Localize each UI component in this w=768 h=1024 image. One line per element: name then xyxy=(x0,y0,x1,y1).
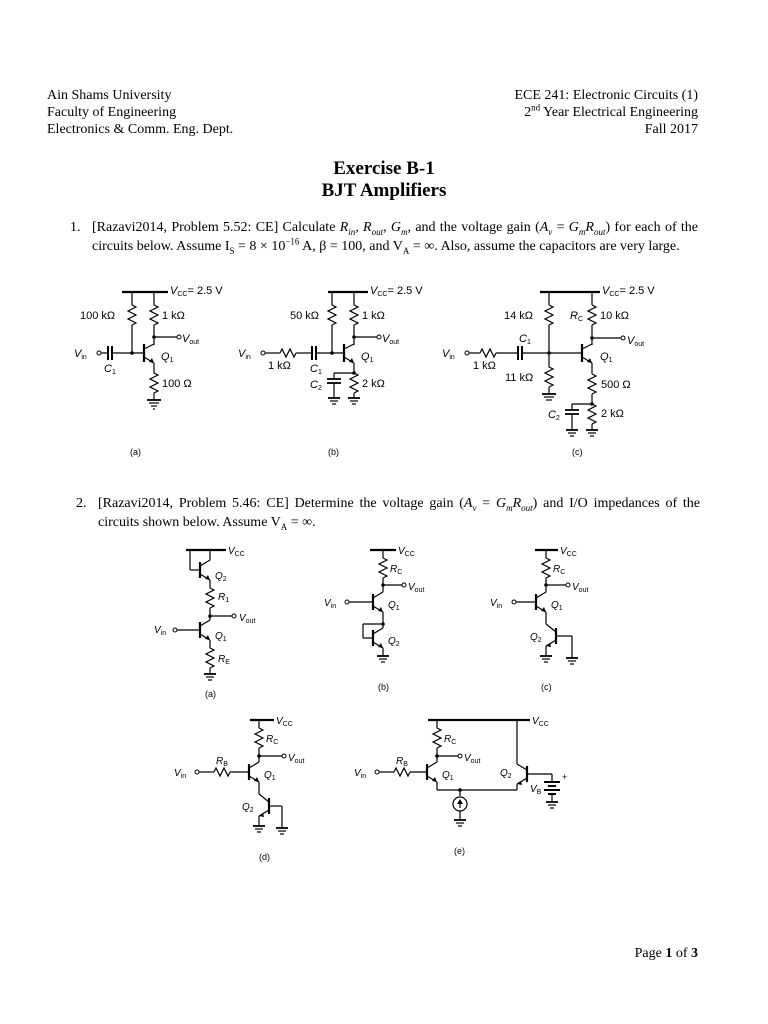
fig2d-vin-label xyxy=(174,768,186,780)
fig2c-rc-label xyxy=(553,564,565,576)
faculty-name: Faculty of Engineering xyxy=(47,105,177,120)
fig2e-q1-sub: 1 xyxy=(449,775,454,782)
math-rout-sub: out xyxy=(371,226,384,237)
fig2d-vout-label xyxy=(288,753,304,765)
fig2d-q2-sub: 2 xyxy=(249,807,254,814)
fig1b-vin-sub: in xyxy=(245,354,251,361)
exercise-title: Exercise B-1 xyxy=(333,158,435,179)
problem-1-number: 1. xyxy=(70,220,81,235)
fig1a-vcc-symbol: V xyxy=(170,285,178,297)
problem-1-text: , and the voltage gain ( xyxy=(407,220,540,235)
math-rin: R xyxy=(339,220,349,235)
fig2a-vcc-sub: CC xyxy=(234,551,245,558)
fig2a-r1-sub: 1 xyxy=(225,597,230,604)
fig2d-q2-label xyxy=(242,802,254,814)
university-name: Ain Shams University xyxy=(47,88,172,103)
fig2b-rc-sub: C xyxy=(397,569,403,576)
fig2e-vin-label xyxy=(354,768,366,780)
fig2-caption-a: (a) xyxy=(205,689,216,699)
fig1b-vout-label xyxy=(382,333,399,346)
fig1c-q1-label xyxy=(600,351,613,364)
fig1a-vin-sub: in xyxy=(81,354,87,361)
fig1b-q1-label xyxy=(361,351,374,364)
fig1b-vin-symbol: V xyxy=(238,348,246,360)
fig2b-q1-label xyxy=(388,600,400,612)
fig1a-q1-sub: 1 xyxy=(169,357,174,364)
math-rout2-sub: out xyxy=(593,226,606,237)
course-name: ECE 241: Electronic Circuits (1) xyxy=(514,88,698,103)
fig2c-q2-label xyxy=(530,632,542,644)
fig2d-rb-symbol: R xyxy=(216,756,224,767)
math-gm-sub: m xyxy=(401,226,408,237)
fig2d-q1-sub: 1 xyxy=(271,775,276,782)
fig1b-q1-symbol: Q xyxy=(361,351,370,363)
fig1a-c1-label xyxy=(104,363,116,376)
fig2b-vcc-label xyxy=(398,546,415,558)
fig2a-q2-sub: 2 xyxy=(222,576,227,583)
fig1c-c1-sub: 1 xyxy=(526,339,531,346)
fig1c-vcc-sub: CC xyxy=(609,291,620,298)
fig2e-q2-label xyxy=(500,768,512,780)
fig2d-vout-symbol: V xyxy=(288,753,295,764)
fig2e-rb-sub: B xyxy=(403,761,408,768)
fig2c-vout-sub: out xyxy=(578,587,589,594)
fig2a-vout-symbol: V xyxy=(239,613,246,624)
fig1c-r-e2: 2 kΩ xyxy=(601,408,624,420)
fig2a-q2-label xyxy=(215,571,227,583)
fig2d-rc-label xyxy=(266,734,278,746)
fig2b-vin-label xyxy=(324,598,336,610)
fig2a-q1-sub: 1 xyxy=(222,636,227,643)
fig2d-vcc-label xyxy=(276,716,293,728)
fig2a-vcc-label xyxy=(228,546,245,558)
fig2c-vcc-sub: CC xyxy=(566,551,577,558)
fig1b-vin-label xyxy=(238,348,251,361)
fig1c-q1-sub: 1 xyxy=(608,357,613,364)
fig2a-q1-label xyxy=(215,631,227,643)
fig1a-vout-symbol: V xyxy=(182,333,190,345)
fig1b-vcc-label xyxy=(370,285,423,298)
fig2d-rc-sub: C xyxy=(273,739,279,746)
math-av-sub-2: v xyxy=(472,502,477,513)
fig1c-q1-symbol: Q xyxy=(600,351,609,363)
problem-1-exp: −16 xyxy=(285,236,300,247)
fig1b-vout-symbol: V xyxy=(382,333,390,345)
fig1b-c1-label xyxy=(310,363,322,376)
fig2e-q1-label xyxy=(442,770,454,782)
fig2a-vout-sub: out xyxy=(245,618,256,625)
fig2e-vcc-sub: CC xyxy=(538,721,549,728)
fig2a-vin-sub: in xyxy=(160,630,167,637)
fig1a-vcc-value: = 2.5 V xyxy=(187,285,223,297)
fig2e-vout-sub: out xyxy=(470,758,481,765)
fig2d-vin-sub: in xyxy=(180,773,187,780)
math-av-2: A xyxy=(463,496,473,511)
fig2c-rc-sub: C xyxy=(560,569,566,576)
fig2a-vcc-symbol: V xyxy=(228,546,235,557)
fig1b-vcc-value: = 2.5 V xyxy=(387,285,423,297)
fig2d-vcc-sub: CC xyxy=(282,721,293,728)
fig1a-vin-symbol: V xyxy=(74,348,82,360)
fig2e-rc-label xyxy=(444,734,456,746)
fig2c-q2-symbol: Q xyxy=(530,632,538,643)
fig1c-vout-label xyxy=(627,335,644,348)
fig1a-q1-symbol: Q xyxy=(161,351,170,363)
fig1c-r-bot: 11 kΩ xyxy=(505,372,534,384)
fig1c-rc-sub: C xyxy=(577,316,584,323)
math-rout-3: R xyxy=(512,496,522,511)
fig2a-q2-symbol: Q xyxy=(215,571,223,582)
fig1b-vcc-sub: CC xyxy=(377,291,388,298)
fig1b-q1-sub: 1 xyxy=(369,357,374,364)
fig2c-vout-symbol: V xyxy=(572,582,579,593)
fig1c-r-e: 500 Ω xyxy=(601,379,631,391)
math-gm2-sub: m xyxy=(578,226,586,237)
problem-1-is: = 8 × 10 xyxy=(234,239,286,254)
fig1c-c2-symbol: C xyxy=(548,409,556,421)
fig2b-vout-symbol: V xyxy=(408,582,415,593)
fig1b-c1-symbol: C xyxy=(310,363,318,375)
math-rin-sub: in xyxy=(348,226,356,237)
fig1b-r-s: 1 kΩ xyxy=(268,360,291,372)
fig1b-c2-symbol: C xyxy=(310,379,318,391)
fig2c-rc-symbol: R xyxy=(553,564,561,575)
fig2e-vb-label xyxy=(530,784,542,796)
page-of: of xyxy=(672,946,691,961)
math-av: A xyxy=(539,220,549,235)
fig2d-rc-symbol: R xyxy=(266,734,274,745)
fig2b-q2-label xyxy=(388,636,400,648)
fig2d-q1-symbol: Q xyxy=(264,770,272,781)
fig1a-c1-symbol: C xyxy=(104,363,112,375)
fig2c-vin-symbol: V xyxy=(490,598,497,609)
fig1-caption-b: (b) xyxy=(328,447,339,457)
fig2c-vcc-symbol: V xyxy=(560,546,567,557)
problem-1-text-2: ) for each of the circuits below. Assume I xyxy=(92,220,698,254)
fig1c-vin-label xyxy=(442,348,455,361)
problem-1-citation: [Razavi2014, Problem 5.52: CE] Calculate xyxy=(92,220,340,235)
fig1-caption-a: (a) xyxy=(130,447,141,457)
header-left xyxy=(47,87,233,138)
fig1c-c1-label xyxy=(519,333,531,346)
page-current: 1 xyxy=(665,946,673,961)
problem-2-text-2: = ∞. xyxy=(287,515,316,530)
problem-2-text: ) and I/O impedances of the circuits shown below. Assume V xyxy=(98,496,700,530)
fig1a-vcc-sub: CC xyxy=(177,291,188,298)
year-suffix: nd xyxy=(531,102,541,113)
fig1b-c1-sub: 1 xyxy=(317,369,322,376)
fig2e-vb-symbol: V xyxy=(530,784,537,795)
fig2c-vin-label xyxy=(490,598,502,610)
fig2a-vin-symbol: V xyxy=(154,625,161,636)
fig2b-rc-label xyxy=(390,564,402,576)
fig2a-re-symbol: R xyxy=(218,654,226,665)
department-name: Electronics & Comm. Eng. Dept. xyxy=(47,122,234,137)
problem-2-number: 2. xyxy=(76,496,87,511)
math-rout: R xyxy=(363,220,372,235)
fig2e-vout-symbol: V xyxy=(464,753,471,764)
fig2d-vin-symbol: V xyxy=(174,768,181,779)
problem-1: 1. [Razavi2014, Problem 5.52: CE] Calculate $R_{in}$, $R_{out}$, $G_m$, and the voltage gain $(A_v = G_mR_{out})$ for each of the circuits below. Assume $I_S = 8 \times 10^{-16}$ A, β = 100, and $V_A$ = ∞. Also, assume the capacitors are very large. xyxy=(70,220,698,256)
fig1b-r-c: 1 kΩ xyxy=(362,310,385,322)
fig1c-c2-label xyxy=(548,409,560,422)
fig1b-r-bias: 50 kΩ xyxy=(290,310,320,322)
math-rout-sub-3: out xyxy=(521,502,533,513)
problem-2: 2. [Razavi2014, Problem 5.46: CE] Determine the voltage gain $(A_v = G_mR_{out})$ and I/O impedances of the circuits shown below. Assume $V_A$ = ∞. xyxy=(76,496,700,532)
fig2e-q2-symbol: Q xyxy=(500,768,508,779)
fig1a-vout-label xyxy=(182,333,199,346)
fig2b-q1-sub: 1 xyxy=(395,605,400,612)
fig1a-vin-label xyxy=(74,348,87,361)
page-prefix: Page xyxy=(634,946,666,961)
fig2-caption-c: (c) xyxy=(541,682,552,692)
fig1b-vout-sub: out xyxy=(389,339,400,346)
fig1a-q1-label xyxy=(161,351,174,364)
fig2c-q1-symbol: Q xyxy=(551,600,559,611)
fig1c-vin-sub: in xyxy=(449,354,455,361)
fig2b-rc-symbol: R xyxy=(390,564,398,575)
page-number xyxy=(635,946,698,962)
page-total: 3 xyxy=(691,946,698,961)
fig2b-vout-sub: out xyxy=(414,587,425,594)
fig2e-q1-symbol: Q xyxy=(442,770,450,781)
problem-1-text-4: = ∞. Also, assume the capacitors are very large. xyxy=(409,239,680,254)
fig1c-r-s: 1 kΩ xyxy=(473,360,496,372)
fig1-caption-c: (c) xyxy=(572,447,583,457)
fig1c-r-top: 14 kΩ xyxy=(504,310,534,322)
fig2a-re-sub: E xyxy=(225,659,230,666)
fig2d-q1-label xyxy=(264,770,276,782)
fig1c-r-c: 10 kΩ xyxy=(600,310,630,322)
fig2c-q2-sub: 2 xyxy=(537,637,542,644)
exercise-subtitle: BJT Amplifiers xyxy=(321,180,447,201)
problem-2-citation: [Razavi2014, Problem 5.46: CE] Determine the voltage gain ( xyxy=(98,496,464,511)
fig1a-r-e: 100 Ω xyxy=(162,378,192,390)
fig1a-c1-sub: 1 xyxy=(111,369,116,376)
fig2b-q2-symbol: Q xyxy=(388,636,396,647)
fig2a-vout-label xyxy=(239,613,255,625)
header-right xyxy=(514,87,698,138)
fig2d-q2-symbol: Q xyxy=(242,802,250,813)
fig1c-vin-symbol: V xyxy=(442,348,450,360)
fig1c-c1-symbol: C xyxy=(519,333,527,345)
fig1c-rc-label xyxy=(570,310,583,323)
year-text: Year Electrical Engineering xyxy=(540,105,698,120)
fig2b-vin-symbol: V xyxy=(324,598,331,609)
fig2e-rb-label xyxy=(396,756,408,768)
fig2c-vout-label xyxy=(572,582,588,594)
fig2a-re-label xyxy=(218,654,230,666)
fig2a-r1-label xyxy=(218,592,229,604)
fig2c-vin-sub: in xyxy=(496,603,503,610)
fig2d-rb-label xyxy=(216,756,228,768)
math-equals: = xyxy=(552,220,569,235)
fig2-caption-e: (e) xyxy=(454,846,465,856)
fig2b-q2-sub: 2 xyxy=(395,641,400,648)
fig2a-vin-label xyxy=(154,625,166,637)
fig2b-vcc-sub: CC xyxy=(404,551,415,558)
fig2c-q1-sub: 1 xyxy=(558,605,563,612)
fig2b-vin-sub: in xyxy=(330,603,337,610)
fig2b-vout-label xyxy=(408,582,424,594)
fig1b-c2-sub: 2 xyxy=(317,385,322,392)
math-gm-sub-3: m xyxy=(506,502,513,513)
fig1b-r-e: 2 kΩ xyxy=(362,378,385,390)
math-gm2: G xyxy=(568,220,579,235)
fig1c-vout-sub: out xyxy=(634,341,645,348)
math-equals-2: = xyxy=(476,496,496,511)
fig2b-vcc-symbol: V xyxy=(398,546,405,557)
fig2b-q1-symbol: Q xyxy=(388,600,396,611)
fig2e-vcc-symbol: V xyxy=(532,716,539,727)
fig1c-vout-symbol: V xyxy=(627,335,635,347)
math-gm-3: G xyxy=(495,496,507,511)
fig2e-vcc-label xyxy=(532,716,549,728)
fig2c-q1-label xyxy=(551,600,563,612)
fig2e-rb-symbol: R xyxy=(396,756,404,767)
math-gm: G xyxy=(390,220,402,235)
fig1c-vcc-value: = 2.5 V xyxy=(619,285,655,297)
fig2e-plus: + xyxy=(562,772,568,782)
problem-1-figure xyxy=(70,280,700,465)
year-line xyxy=(514,104,698,121)
fig2c-vcc-label xyxy=(560,546,577,558)
fig1b-vcc-symbol: V xyxy=(370,285,378,297)
math-av-sub: v xyxy=(548,226,553,237)
fig1b-c2-label xyxy=(310,379,322,392)
fig2e-vin-symbol: V xyxy=(354,768,361,779)
fig1a-r-c: 1 kΩ xyxy=(162,310,185,322)
fig2e-vin-sub: in xyxy=(360,773,367,780)
fig2d-vcc-symbol: V xyxy=(276,716,283,727)
fig1c-rc-symbol: R xyxy=(570,310,578,322)
fig2e-rc-sub: C xyxy=(451,739,457,746)
fig1a-vout-sub: out xyxy=(189,339,200,346)
fig2e-q2-sub: 2 xyxy=(507,773,512,780)
year-number: 2 xyxy=(524,105,532,120)
fig2e-vb-sub: B xyxy=(536,789,542,796)
fig1a-vcc-label xyxy=(170,285,223,298)
fig2-caption-b: (b) xyxy=(378,682,389,692)
fig2e-rc-symbol: R xyxy=(444,734,452,745)
fig2e-vout-label xyxy=(464,753,480,765)
fig2a-q1-symbol: Q xyxy=(215,631,223,642)
fig1c-vcc-symbol: V xyxy=(602,285,610,297)
fig2-caption-d: (d) xyxy=(259,852,270,862)
fig1a-r-bias: 100 kΩ xyxy=(80,310,116,322)
fig2a-r1-symbol: R xyxy=(218,592,226,603)
fig1c-vcc-label xyxy=(602,285,655,298)
problem-1-text-3: A, β = 100, and V xyxy=(299,239,403,254)
fig2d-vout-sub: out xyxy=(294,758,305,765)
problem-2-figure xyxy=(150,540,600,870)
fig2d-rb-sub: B xyxy=(223,761,228,768)
fig1c-c2-sub: 2 xyxy=(555,415,560,422)
term: Fall 2017 xyxy=(644,122,698,137)
math-rout2: R xyxy=(585,220,594,235)
